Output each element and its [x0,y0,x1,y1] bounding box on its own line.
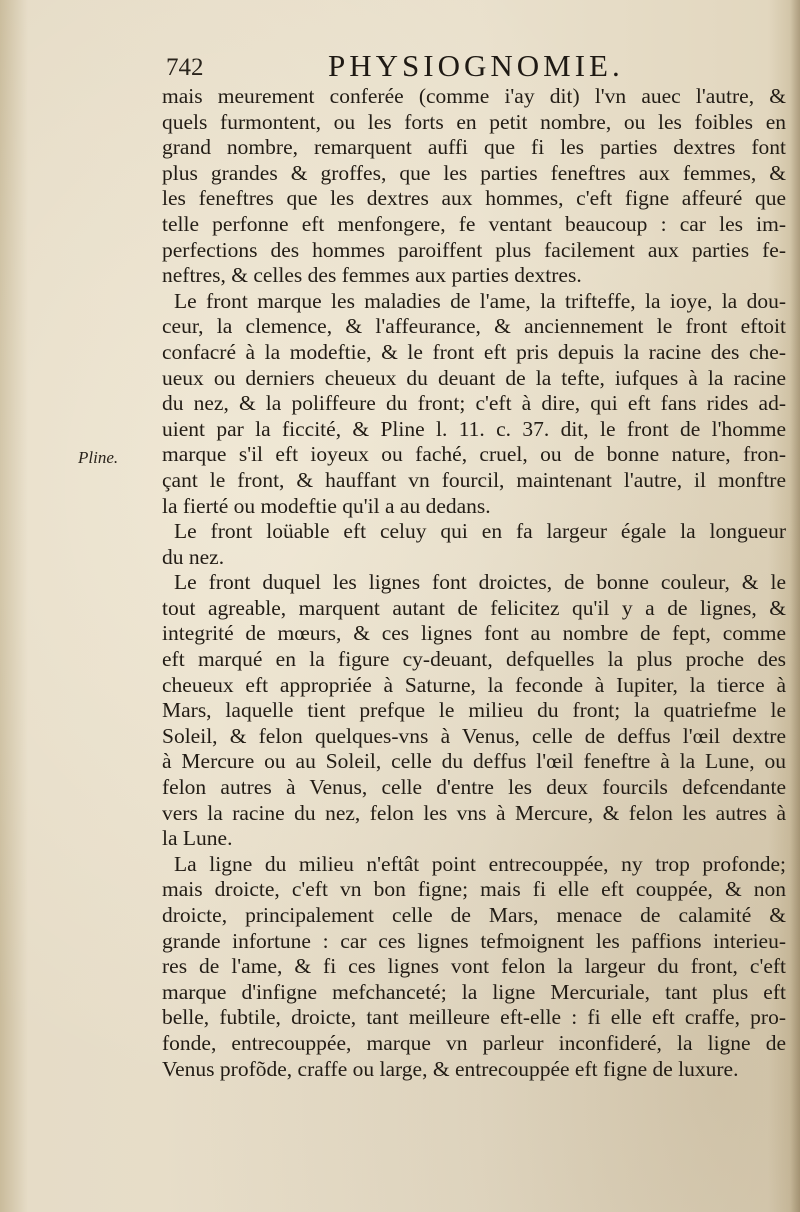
text-line: les feneftres que les dextres aux hommes, c'eft figne affeuré que [162,186,786,211]
paragraph-start: Le front duquel les lignes font droictes, de bonne couleur, & le [174,570,786,595]
text-line: ueux ou derniers cheueux du deuant de la tefte, iufques à la racine [162,365,786,390]
text-line: Venus profõde, craffe ou large, & entrecouppée eft figne de luxure. [162,1056,739,1081]
text-line: Mars, laquelle tient prefque le milieu du front; la quatriefme le [162,698,786,723]
text-line: neftres, & celles des femmes aux parties dextres. [162,263,582,288]
text-line: ceur, la clemence, & l'affeurance, & anciennement le front eftoit [162,314,786,339]
text-line: fonde, entrecouppée, marque vn parleur inconfideré, la ligne de [162,1030,786,1055]
text-line: uient par la ficcité, & Pline l. 11. c. 37. dit, le front de l'homme [162,416,786,441]
text-line: mais meurement conferée (comme i'ay dit) l'vn auec l'autre, & [162,84,786,108]
text-line: plus grandes & groffes, que les parties feneftres aux femmes, & [162,160,786,185]
text-line: felon autres à Venus, celle d'entre les deux fourcils defcendante [162,775,786,800]
text-line: mais droicte, c'eft vn bon figne; mais fi elle eft couppée, & non [162,877,786,902]
page-number: 742 [166,54,204,81]
paragraph-start: Le front loüable eft celuy qui en fa largeur égale la longueur [174,519,786,544]
margin-note: Pline. [78,448,119,467]
text-line: cheueux eft appropriée à Saturne, la feconde à Iupiter, la tierce à [162,672,786,697]
paragraph-start: Le front marque les maladies de l'ame, la trifteffe, la ioye, la dou- [174,288,786,313]
text-line: telle perfonne eft menfongere, fe ventant beaucoup : car les im- [162,211,786,236]
text-line: marque s'il eft ioyeux ou faché, cruel, ou de bonne nature, fron- [162,442,786,467]
text-line: quels furmontent, ou les forts en petit nombre, ou les foibles en [162,109,786,134]
text-line: la Lune. [162,826,233,851]
page-header [160,48,660,88]
body-text [162,84,786,1082]
text-line: eft marqué en la figure cy-deuant, defquelles la plus proche des [162,647,786,672]
text-line: la fierté ou modeftie qu'il a au dedans. [162,493,491,518]
page-edge-shadow [790,0,800,1212]
text-line: integrité de mœurs, & ces lignes font au nombre de fept, comme [162,621,786,646]
text-line: vers la racine du nez, felon les vns à Mercure, & felon les autres à [162,800,786,825]
paragraph-start: La ligne du milieu n'eftât point entrecouppée, ny trop profonde; [174,851,786,876]
text-line: droicte, principalement celle de Mars, menace de calamité & [162,903,786,927]
text-line: du nez, & la poliffeure du front; c'eft à dire, qui eft fans rides ad- [162,391,786,416]
text-line: du nez. [162,544,225,569]
text-line: à Mercure ou au Soleil, celle du deffus l'œil feneftre à la Lune, ou [162,749,786,774]
text-line: grande infortune : car ces lignes tefmoignent les paffions interieu- [162,928,786,953]
text-line: confacré à la modeftie, & le front eft pris depuis la racine des che- [162,339,786,364]
text-line: marque d'infigne mefchanceté; la ligne Mercuriale, tant plus eft [162,979,786,1004]
text-line: çant le front, & hauffant vn fourcil, maintenant l'autre, il monftre [162,467,786,492]
text-line: belle, fubtile, droicte, tant meilleure eft-elle : fi elle eft craffe, pro- [162,1005,786,1030]
text-line: res de l'ame, & fi ces lignes vont felon la largeur du front, c'eft [162,954,786,979]
text-line: Soleil, & felon quelques-vns à Venus, celle de deffus l'œil dextre [162,723,786,748]
text-line: perfections des hommes paroiffent plus facilement aux parties fe- [162,237,786,262]
running-title: PHYSIOGNOMIE. [328,48,624,83]
text-line: tout agreable, marquent autant de felicitez qu'il y a de lignes, & [162,595,786,620]
text-line: grand nombre, remarquent auffi que fi les parties dextres font [162,135,786,160]
